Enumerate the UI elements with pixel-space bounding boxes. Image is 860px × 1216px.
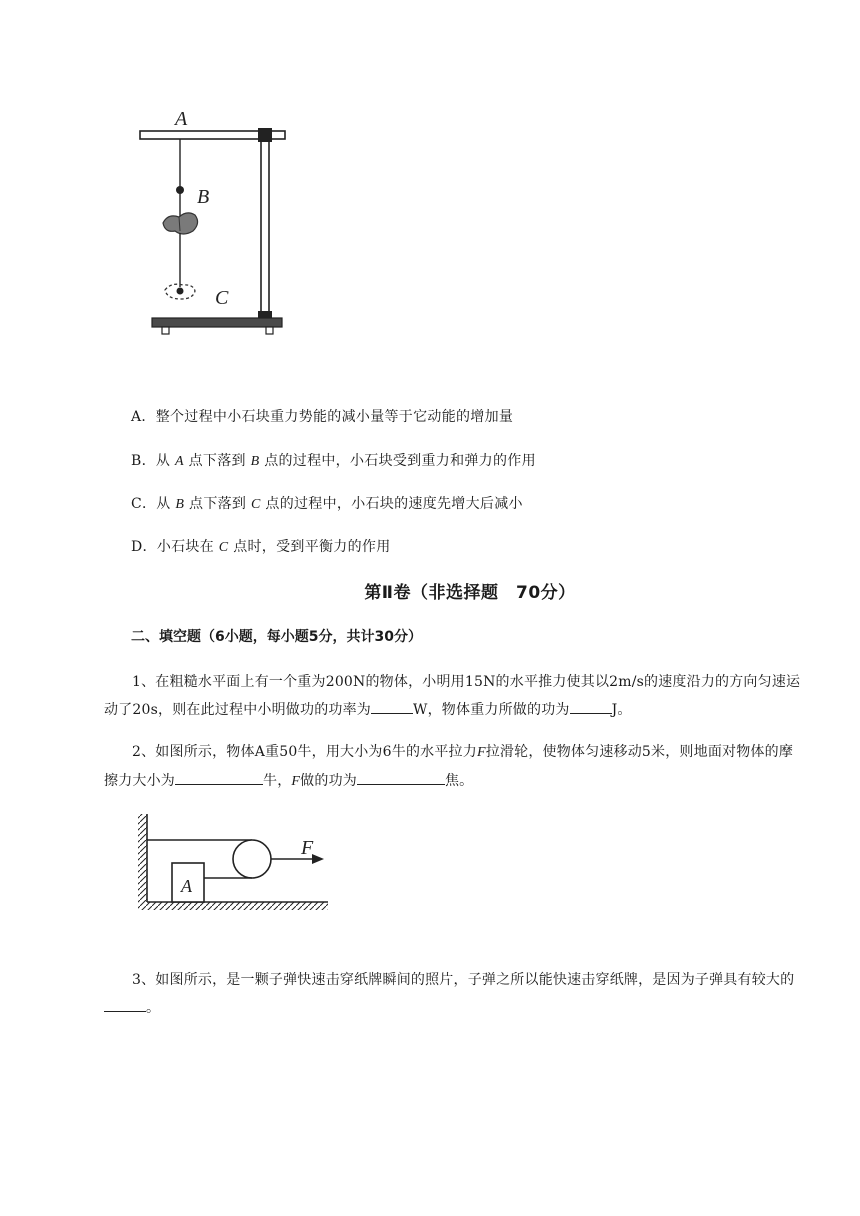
stand-base [152,318,282,327]
option-c-suffix: 点的过程中，小石块的速度先增大后减小 [265,496,523,512]
option-b-prefix: B．从 [131,453,171,469]
pulley [233,840,271,878]
option-c-point1: B [175,497,185,512]
stand-foot-left [162,327,169,334]
option-b-suffix: 点的过程中，小石块受到重力和弹力的作用 [264,453,536,469]
section-title: 第Ⅱ卷（非选择题 70分） [364,583,576,603]
question-3 [104,966,804,1022]
option-a [131,406,513,426]
label-a: A [175,108,188,130]
option-d-point: C [218,540,229,555]
question-1-text3: J。 [611,702,632,718]
force-label: F [301,837,314,859]
question-2-blank2[interactable] [357,770,445,785]
option-b-mid: 点下落到 [188,453,246,469]
question-2-text3: 牛， [263,773,292,789]
option-b [131,450,536,470]
option-a-text: A．整个过程中小石块重力势能的减小量等于它动能的增加量 [131,409,514,425]
figure-stand-stone [135,105,295,340]
option-b-point1: A [174,454,184,469]
question-1-blank2[interactable] [570,699,612,714]
question-2-text5: 焦。 [444,773,474,789]
stand-clamp-top [258,128,272,142]
option-b-point2: B [250,454,260,469]
option-c [131,493,523,513]
section-subtitle: 二、填空题（6小题，每小题5分，共计30分） [131,629,422,645]
option-d [131,536,391,556]
wall-hatch [138,814,147,902]
option-d-suffix: 点时，受到平衡力的作用 [233,539,391,555]
question-2-text4: 做的功为 [300,773,357,789]
stand-post [261,135,269,317]
question-3-text1: 3、如图所示，是一颗子弹快速击穿纸牌瞬间的照片，子弹之所以能快速击穿纸牌，是因为子弹具有较大的 [132,972,795,988]
ground-hatch [138,902,328,910]
question-1-text2: W，物体重力所做的功为 [413,702,570,718]
question-2-force1: F [476,745,486,760]
question-1 [104,668,804,724]
question-2-force2: F [291,774,301,789]
force-arrow-head [312,854,324,864]
option-c-mid: 点下落到 [189,496,247,512]
question-3-blank[interactable] [104,997,146,1012]
block-a-label: A [181,876,192,896]
label-b: B [197,186,210,208]
question-1-text1: 1、在粗糙水平面上有一个重为200N的物体，小明用15N的水平推力使其以2m/s的速度沿力的方向匀速运动了20s，则在此过程中小明做功的功率为 [104,674,801,718]
question-3-text2: 。 [146,1000,161,1016]
question-2-text1: 2、如图所示，物体A重50牛，用大小为6牛的水平拉力 [132,744,477,760]
option-c-prefix: C．从 [131,496,171,512]
figure-pulley [128,810,338,915]
question-2 [104,738,804,796]
label-c: C [215,287,229,309]
question-1-blank1[interactable] [371,699,413,714]
point-c-dot [177,288,184,295]
option-c-point2: C [250,497,261,512]
question-2-blank1[interactable] [175,770,263,785]
question-2-text2: 拉滑轮，使物体匀速移动5米，则地面对物体的摩擦力大小为 [104,744,794,789]
option-d-prefix: D．小石块在 [131,539,215,555]
stand-foot-right [266,327,273,334]
